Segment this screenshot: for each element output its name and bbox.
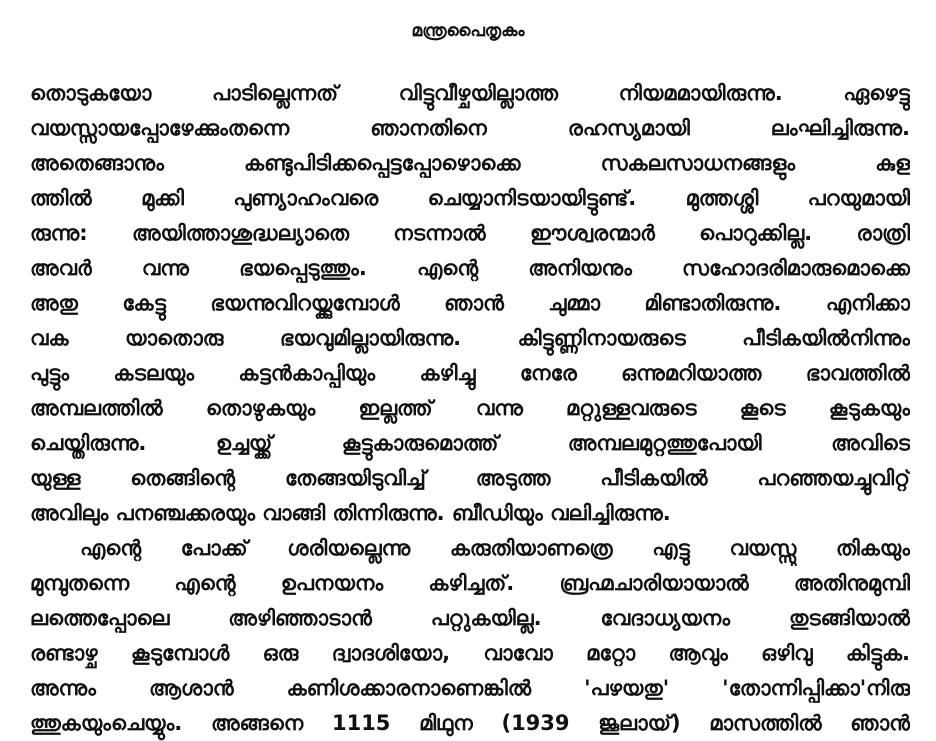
- text-line: അതെങ്ങാനും കണ്ടുപിടിക്കപ്പെട്ടപ്പോഴൊക്കെ സകലസാധനങ്ങളും കുള: [30, 151, 910, 175]
- text-line: രുന്നു: അയിത്താശുദ്ധല്യാതെ നടന്നാൽ ഈശ്വരന്മാർ പൊറുക്കില്ല. രാത്രി: [30, 221, 910, 245]
- text-line: അന്നും ആശാൻ കണിശക്കാരനാണെങ്കിൽ 'പഴയതു' 'തോന്നിപ്പിക്കാ'നിരു: [30, 676, 910, 700]
- text-line: അവർ വന്നു ഭയപ്പെടുത്തും. എന്റെ അനിയനും സഹോദരിമാരുമൊക്കെ: [30, 256, 910, 280]
- text-line: ലത്തെപ്പോലെ അഴിഞ്ഞാടാൻ പറ്റുകയില്ല. വേദാധ്യയനം തുടങ്ങിയാൽ: [30, 606, 910, 630]
- text-line: മുമ്പുതന്നെ എന്റെ ഉപനയനം കഴിച്ചത്. ബ്രഹ്മചാരിയായാൽ അതിനുമുമ്പി: [30, 571, 910, 595]
- text-line: വക യാതൊരു ഭയവുമില്ലായിരുന്നു. കിട്ടുണ്ണിനായരുടെ പീടികയിൽനിന്നും: [30, 326, 910, 350]
- text-line: വയസ്സായപ്പോഴേക്കുംതന്നെ ഞാനതിനെ രഹസ്യമായി ലംഘിച്ചിരുന്നു.: [30, 116, 910, 140]
- text-line: രണ്ടാഴ്ച കൂടുമ്പോൾ ഒരു ദ്വാദശിയോ, വാവോ മറ്റോ ആവും ഒഴിവു കിട്ടുക.: [30, 641, 910, 665]
- text-line: തൊടുകയോ പാടില്ലെന്നത് വിട്ടുവീഴ്ചയില്ലാത്ത നിയമമായിരുന്നു. ഏഴെട്ടു: [30, 81, 910, 105]
- body-text: [30, 76, 910, 741]
- running-header: മന്ത്രപൈതൃകം: [411, 21, 525, 41]
- text-line: ത്തിൽ മുക്കി പുണ്യാഹംവരെ ചെയ്യാനിടയായിട്ടുണ്ട്. മുത്തശ്ശി പറയുമായി: [30, 186, 910, 210]
- paragraph-end-line: അവിലും പനഞ്ചക്കരയും വാങ്ങി തിന്നിരുന്നു. ബീഡിയും വലിച്ചിരുന്നു.: [30, 501, 671, 525]
- text-line: യുള്ള തെങ്ങിന്റെ തേങ്ങയിടുവിച്ച് അടുത്ത പീടികയിൽ പറഞ്ഞയച്ചുവിറ്റ്: [30, 466, 910, 490]
- text-line: അമ്പലത്തിൽ തൊഴുകയും ഇല്ലത്ത് വന്നു മറ്റുള്ളവരുടെ കൂടെ കൂടുകയും: [30, 396, 910, 420]
- text-line: ചെയ്തിരുന്നു. ഉച്ചയ്ക്ക് കൂട്ടുകാരുമൊത്ത് അമ്പലമുറ്റത്തുപോയി അവിടെ: [30, 431, 910, 455]
- text-line: ത്തുകയുംചെയ്യും. അങ്ങനെ 1115 മിഥുന (1939 ജൂലായ്) മാസത്തിൽ ഞാൻ: [30, 711, 910, 735]
- text-line: പുട്ടും കടലയും കട്ടൻകാപ്പിയും കഴിച്ചു നേരേ ഒന്നുമറിയാത്ത ഭാവത്തിൽ: [30, 361, 910, 385]
- text-line: അതു കേട്ടു ഭയന്നുവിറയ്ക്കുമ്പോൾ ഞാൻ ചുമ്മാ മിണ്ടാതിരുന്നു. എനിക്കാ: [30, 291, 910, 315]
- paragraph-start-line: എന്റെ പോക്ക് ശരിയല്ലെന്നു കരുതിയാണത്രെ എട്ടു വയസ്സു തികയും: [80, 536, 910, 560]
